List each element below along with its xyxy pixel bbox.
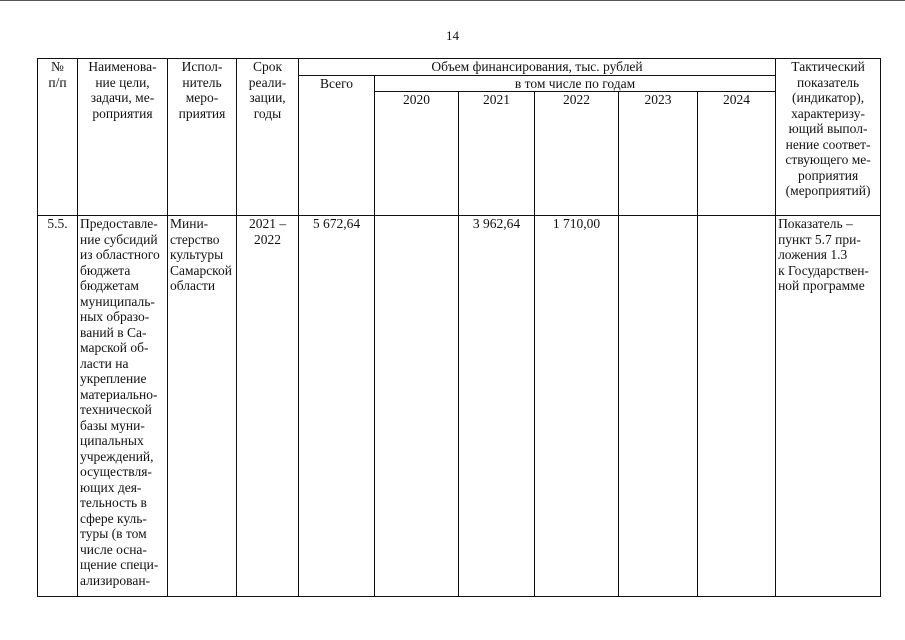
header-indicator-line: (индикатор), <box>791 90 865 105</box>
header-indicator-line: характеризу- <box>791 105 865 121</box>
header-name <box>78 59 168 216</box>
row-total: 5 672,64 <box>299 216 375 597</box>
row-name-line: технической <box>80 402 152 417</box>
row-name-line: ализирован- <box>80 572 151 588</box>
row-name-line: щение специ- <box>80 557 159 572</box>
header-year-2020: 2020 <box>375 92 459 216</box>
row-name-line: ципальных <box>80 433 144 448</box>
row-name-line: ющих дея- <box>80 479 142 495</box>
row-name-line: из областного <box>80 247 160 262</box>
header-financing-title: Объем финансирования, тыс. рублей <box>299 59 776 76</box>
row-name-line: укрепление <box>80 371 147 386</box>
header-num-line: № <box>51 59 64 74</box>
row-name-line: числе осна- <box>80 541 147 557</box>
header-indicator <box>776 59 881 216</box>
header-year-2024: 2024 <box>698 92 776 216</box>
row-name-line: материально- <box>80 386 158 402</box>
table-row <box>38 216 881 597</box>
row-name-line: Предоставле- <box>80 216 158 231</box>
row-number: 5.5. <box>38 216 78 597</box>
row-name-line: бюджетам <box>80 278 139 293</box>
financing-table <box>37 58 881 597</box>
header-year-2022: 2022 <box>535 92 619 216</box>
row-indicator-line: Показатель – <box>778 216 853 231</box>
row-executor-line: Мини- <box>170 216 209 231</box>
header-num-line: п/п <box>48 74 67 90</box>
header-indicator-line: роприятия <box>797 167 859 183</box>
row-executor-line: стерство <box>170 231 220 247</box>
header-term <box>237 59 299 216</box>
row-name-line: ваний в Са- <box>80 324 147 340</box>
row-indicator-line: пункт 5.7 при- <box>778 231 861 247</box>
header-num <box>38 59 78 216</box>
row-name <box>78 216 168 597</box>
header-executor <box>168 59 237 216</box>
row-term-line: 2021 – <box>248 216 287 231</box>
row-term <box>237 216 299 597</box>
row-2021: 3 962,64 <box>459 216 535 597</box>
row-name-line: ласти на <box>80 355 129 371</box>
header-name-line: роприятия <box>92 105 153 121</box>
row-2022: 1 710,00 <box>535 216 619 597</box>
header-year-2021: 2021 <box>459 92 535 216</box>
header-year-2023: 2023 <box>619 92 698 216</box>
row-name-line: туры (в том <box>80 526 147 541</box>
row-executor-line: Самарской <box>170 262 233 278</box>
row-executor-line: культуры <box>170 247 224 262</box>
header-indicator-line: (мероприятий) <box>785 183 871 198</box>
page-number: 14 <box>446 28 459 43</box>
header-term-line: реали- <box>248 74 287 90</box>
header-name-line: Наименова- <box>88 59 157 74</box>
header-term-line: Срок <box>252 59 283 74</box>
row-name-line: осуществля- <box>80 464 152 479</box>
row-executor-line: области <box>170 278 216 293</box>
header-indicator-line: Тактический <box>791 59 865 74</box>
row-term-line: 2022 <box>254 231 281 247</box>
row-name-line: муниципаль- <box>80 293 155 309</box>
row-indicator-line: к Государствен- <box>778 262 869 278</box>
header-total: Всего <box>299 75 375 216</box>
row-name-line: марской об- <box>80 340 149 355</box>
row-executor <box>168 216 237 597</box>
top-border-line <box>0 0 905 1</box>
row-name-line: ние субсидий <box>80 231 158 247</box>
row-name-line: базы муни- <box>80 417 145 433</box>
row-indicator-line: ложения 1.3 <box>778 247 848 262</box>
row-name-line: ных образо- <box>80 309 150 324</box>
row-name-line: учреждений, <box>80 448 154 464</box>
header-indicator-line: ствующего ме- <box>785 152 871 167</box>
row-indicator <box>776 216 881 597</box>
header-executor-line: Испол- <box>181 59 223 74</box>
header-name-line: задачи, ме- <box>90 90 155 105</box>
row-2023 <box>619 216 698 597</box>
row-name-line: тельность в <box>80 495 147 510</box>
header-by-years: в том числе по годам <box>375 75 776 92</box>
header-indicator-line: показатель <box>797 74 860 90</box>
header-executor-line: приятия <box>178 105 226 121</box>
header-indicator-line: ющий выпол- <box>788 121 868 136</box>
header-indicator-line: нение соответ- <box>785 136 871 152</box>
header-name-line: ние цели, <box>95 74 150 90</box>
row-indicator-line: ной программе <box>778 278 865 293</box>
row-name-line: бюджета <box>80 262 131 278</box>
header-term-line: зации, <box>249 90 286 105</box>
header-executor-line: меро- <box>185 90 219 105</box>
header-executor-line: нитель <box>182 74 222 90</box>
row-name-line: сфере куль- <box>80 510 147 526</box>
row-2024 <box>698 216 776 597</box>
header-row-1 <box>38 59 881 76</box>
row-2020 <box>375 216 459 597</box>
header-term-line: годы <box>253 105 282 121</box>
